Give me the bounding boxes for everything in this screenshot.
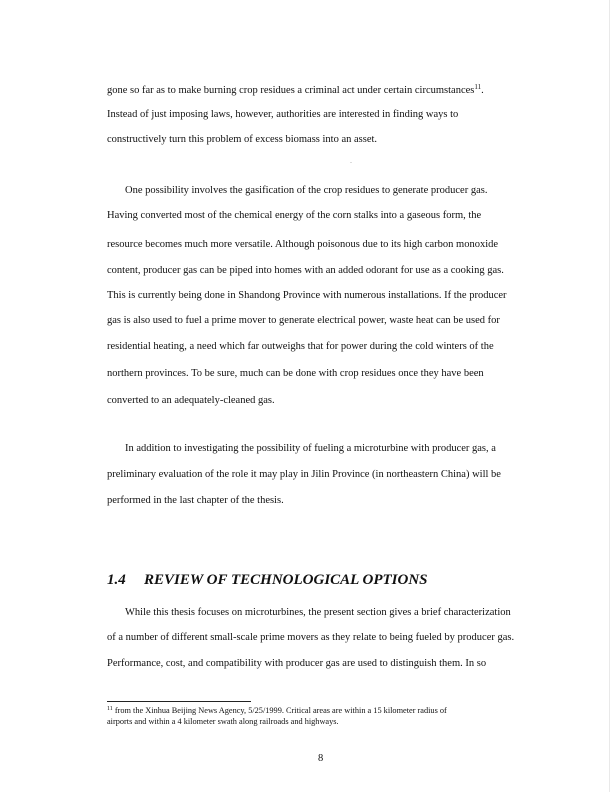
body-line: Performance, cost, and compatibility with producer gas are used to distinguish them. In so [107,658,487,669]
footnote-marker: 11 [107,706,113,712]
scan-speck [350,162,352,163]
body-line: converted to an adequately-cleaned gas. [107,395,275,406]
section-number: 1.4 [107,572,126,588]
body-line: performed in the last chapter of the thesis. [107,495,284,506]
section-title: REVIEW OF TECHNOLOGICAL OPTIONS [144,572,428,588]
body-line: One possibility involves the gasification of the crop residues to generate producer gas. [125,185,488,196]
footnote-separator [107,701,251,702]
body-line: gone so far as to make burning crop residues a criminal act under certain circumstances$^{11}$. [107,83,484,96]
body-line: residential heating, a need which far outweighs that for power during the cold winters of the [107,341,494,352]
body-line: northern provinces. To be sure, much can be done with crop residues once they have been [107,368,484,379]
body-line: Instead of just imposing laws, however, authorities are interested in finding ways to [107,109,459,120]
body-line: While this thesis focuses on microturbines, the present section gives a brief characterization [125,607,511,618]
footnote-line: airports and within a 4 kilometer swath along railroads and highways. [107,717,339,726]
body-line: Having converted most of the chemical energy of the corn stalks into a gaseous form, the [107,210,482,221]
body-line: of a number of different small-scale prime movers as they relate to being fueled by producer gas. [107,632,515,643]
body-line: This is currently being done in Shandong Province with numerous installations. If the producer [107,290,507,301]
body-line: gas is also used to fuel a prime mover to generate electrical power, waste heat can be used for [107,315,500,326]
footnote-ref: 11 [474,83,482,91]
body-line: In addition to investigating the possibility of fueling a microturbine with producer gas, a [125,443,496,454]
page-number: 8 [318,753,324,764]
footnote-line: $^{11}$ from the Xinhua Beijing News Agency, 5/25/1999. Critical areas are within a 15 kilometer radius of [107,706,447,715]
section-heading [107,572,428,589]
body-line: constructively turn this problem of excess biomass into an asset. [107,134,378,145]
body-line: preliminary evaluation of the role it may play in Jilin Province (in northeastern China) will be [107,469,501,480]
body-line: resource becomes much more versatile. Although poisonous due to its high carbon monoxide [107,239,499,250]
body-line: content, producer gas can be piped into homes with an added odorant for use as a cooking gas. [107,265,504,276]
page-edge [609,0,610,792]
